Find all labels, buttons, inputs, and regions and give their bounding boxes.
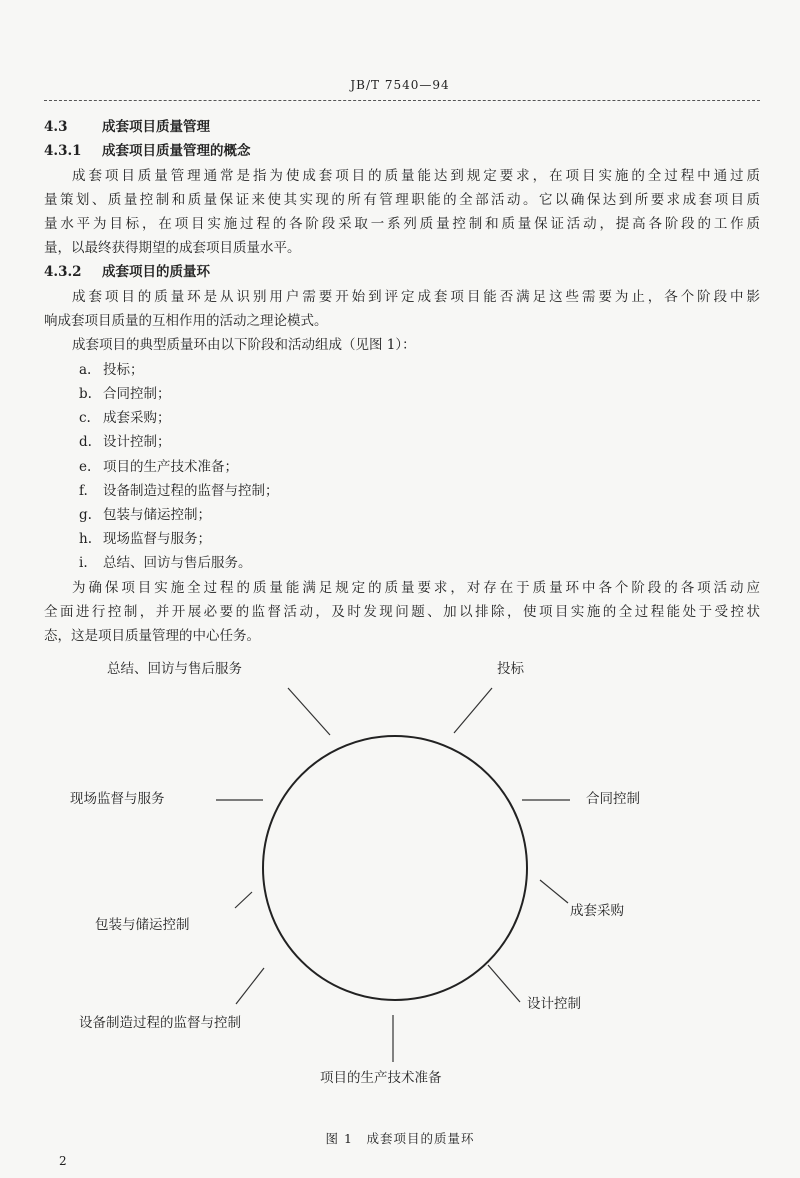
list-item: i. 总结、回访与售后服务。 [79, 555, 252, 571]
paragraph-line: 成套项目的质量环是从识别用户需要开始到评定成套项目能否满足这些需要为止，各个阶段中影 [72, 289, 760, 305]
subsection-title: 成套项目的质量环 [102, 264, 210, 280]
paragraph-line: 态，这是项目质量管理的中心任务。 [44, 628, 260, 644]
loop-label-contract: 合同控制 [586, 791, 640, 807]
connector-procurement [540, 880, 568, 903]
quality-loop-diagram [0, 650, 800, 1100]
loop-label-bidding: 投标 [497, 661, 524, 677]
connector-bidding [454, 688, 492, 733]
section-number: 4.3 [44, 119, 68, 135]
subsection-number: 4.3.1 [44, 143, 82, 159]
section-heading-4-3 [44, 121, 210, 135]
list-item: a. 投标； [79, 362, 144, 378]
paragraph-line: 为确保项目实施全过程的质量能满足规定的质量要求，对存在于质量环中各个阶段的各项活动应 [72, 580, 760, 596]
subsection-title: 成套项目质量管理的概念 [102, 143, 251, 159]
loop-label-packaging: 包装与储运控制 [95, 917, 190, 933]
paragraph-line: 成套项目质量管理通常是指为使成套项目的质量能达到规定要求，在项目实施的全过程中通过质 [72, 168, 760, 184]
connector-manufacturing [236, 968, 264, 1004]
subsection-number: 4.3.2 [44, 264, 82, 280]
list-item: e. 项目的生产技术准备； [79, 459, 238, 475]
list-item: b. 合同控制； [79, 386, 171, 402]
page-number: 2 [59, 1154, 67, 1168]
paragraph-line: 响成套项目质量的互相作用的活动之理论模式。 [44, 313, 328, 329]
list-item: h. 现场监督与服务； [79, 531, 211, 547]
list-item: d. 设计控制； [79, 434, 171, 450]
loop-label-summary: 总结、回访与售后服务 [107, 661, 242, 677]
section-heading-4-3-2 [44, 266, 210, 280]
paragraph-line: 全面进行控制，并开展必要的监督活动，及时发现问题、加以排除，使项目实施的全过程能处于受控状 [44, 604, 760, 620]
section-heading-4-3-1 [44, 145, 251, 159]
loop-label-preparation: 项目的生产技术准备 [320, 1070, 442, 1086]
paragraph-line: 量策划、质量控制和质量保证来使其实现的所有管理职能的全部活动。它以确保达到所要求成套项目质 [44, 192, 760, 208]
list-item: g. 包装与储运控制； [79, 507, 211, 523]
quality-loop-circle [263, 736, 527, 1000]
loop-label-manufacturing: 设备制造过程的监督与控制 [79, 1015, 241, 1031]
list-item: c. 成套采购； [79, 410, 171, 426]
section-title: 成套项目质量管理 [102, 119, 210, 135]
paragraph-line: 量，以最终获得期望的成套项目质量水平。 [44, 240, 301, 256]
header-rule [44, 100, 760, 101]
loop-label-site: 现场监督与服务 [70, 791, 165, 807]
loop-label-design: 设计控制 [527, 996, 581, 1012]
connector-design [488, 965, 520, 1002]
quality-loop-svg [0, 650, 800, 1100]
standard-number: JB/T 7540—94 [350, 78, 450, 92]
connector-summary [288, 688, 330, 735]
list-intro: 成套项目的典型质量环由以下阶段和活动组成（见图 1）： [72, 337, 416, 353]
list-item: f. 设备制造过程的监督与控制； [79, 483, 279, 499]
paragraph-line: 量水平为目标，在项目实施过程的各阶段采取一系列质量控制和质量保证活动，提高各阶段的工作质 [44, 216, 760, 232]
figure-caption: 图 1 成套项目的质量环 [325, 1131, 475, 1146]
connector-packaging [235, 892, 252, 908]
loop-label-procurement: 成套采购 [570, 903, 624, 919]
